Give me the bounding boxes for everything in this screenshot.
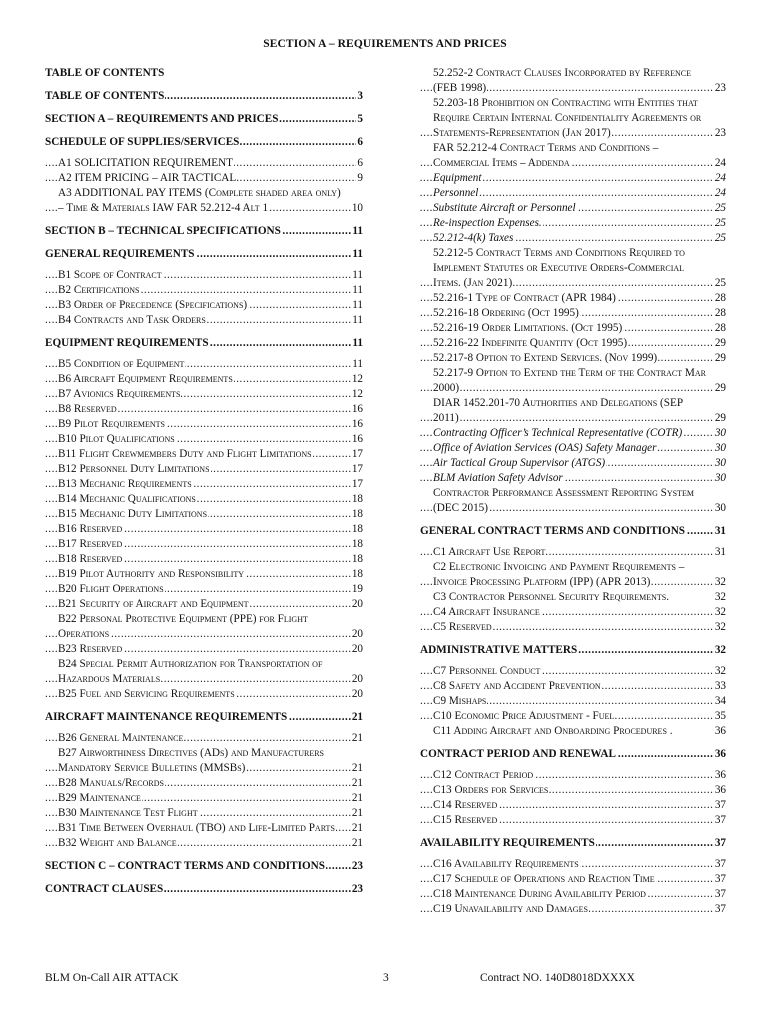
toc-entry-title: 52.217-8 Option to Extend Services. (Nov 1999) xyxy=(433,352,658,364)
toc-entry-page: 17 xyxy=(351,448,363,460)
toc-entry-page: 18 xyxy=(351,508,363,520)
toc-entry[interactable] xyxy=(420,887,726,902)
toc-entry[interactable] xyxy=(420,186,726,201)
toc-entry-title: Equipment xyxy=(433,172,482,184)
toc-entry[interactable] xyxy=(45,298,363,313)
toc-entry[interactable] xyxy=(45,492,363,507)
toc-heading[interactable] xyxy=(420,524,726,539)
toc-entry[interactable] xyxy=(420,590,726,605)
toc-entry[interactable] xyxy=(420,201,726,216)
toc-entry[interactable] xyxy=(420,471,726,486)
toc-entry-title: B3 Order of Precedence (Specifications) xyxy=(58,299,248,311)
toc-heading[interactable] xyxy=(45,89,363,104)
toc-entry[interactable] xyxy=(420,231,726,246)
toc-entry-title: A1 SOLICITATION REQUIREMENT xyxy=(58,157,233,169)
toc-entry[interactable] xyxy=(420,813,726,828)
toc-entry-title: TABLE OF CONTENTS xyxy=(45,67,165,79)
toc-entry[interactable] xyxy=(45,642,363,657)
toc-entry-page: 36 xyxy=(714,769,726,781)
toc-entry-page: 37 xyxy=(714,888,726,900)
toc-entry-page: 25 xyxy=(714,232,726,244)
toc-entry-page: 37 xyxy=(714,873,726,885)
toc-entry-page: 36 xyxy=(714,725,726,737)
toc-entry-page: 9 xyxy=(357,172,363,184)
toc-entry-title: B22 Personal Protective Equipment (PPE) for Flight Operations xyxy=(58,613,308,640)
toc-entry-title: B30 Maintenance Test Flight xyxy=(58,807,198,819)
toc-entry-title: B29 Maintenance xyxy=(58,792,141,804)
toc-entry[interactable] xyxy=(45,612,363,642)
toc-heading[interactable] xyxy=(420,747,726,762)
toc-entry-title: B20 Flight Operations xyxy=(58,583,164,595)
toc-entry[interactable] xyxy=(45,567,363,582)
toc-entry-page: 30 xyxy=(714,472,726,484)
toc-entry[interactable] xyxy=(420,664,726,679)
toc-entry-title: B25 Fuel and Servicing Requirements xyxy=(58,688,235,700)
toc-entry-page: 28 xyxy=(714,307,726,319)
toc-entry-page: 12 xyxy=(351,373,363,385)
toc-entry-title: B4 Contracts and Task Orders xyxy=(58,314,206,326)
toc-entry-title: 52.252-2 Contract Clauses Incorporated by Reference (FEB 1998) xyxy=(433,67,691,94)
toc-entry-page: 29 xyxy=(714,382,726,394)
toc-entry[interactable] xyxy=(45,447,363,462)
toc-entry[interactable] xyxy=(45,387,363,402)
toc-entry-title: B1 Scope of Contract xyxy=(58,269,162,281)
toc-entry-title: B24 Special Permit Authorization for Transportation of Hazardous Materials xyxy=(58,658,323,685)
toc-entry-page: 24 xyxy=(714,157,726,169)
toc-entry-title: C4 Aircraft Insurance xyxy=(433,606,540,618)
toc-entry-title: C12 Contract Period xyxy=(433,769,534,781)
toc-entry-title: 52.217-9 Option to Extend the Term of the Contract Mar 2000) xyxy=(433,367,706,394)
toc-entry-title: DIAR 1452.201-70 Authorities and Delegations (SEP 2011) xyxy=(433,397,684,424)
toc-entry-title: C18 Maintenance During Availability Period xyxy=(433,888,646,900)
toc-entry-page: 32 xyxy=(714,576,726,588)
toc-entry-title: B7 Avionics Requirements xyxy=(58,388,181,400)
toc-entry-title: C5 Reserved xyxy=(433,621,492,633)
toc-entry[interactable] xyxy=(45,746,363,776)
toc-entry-page: 32 xyxy=(714,591,726,603)
toc-entry-page: 35 xyxy=(714,710,726,722)
toc-entry-page: 6 xyxy=(357,157,363,169)
footer-page-number: 3 xyxy=(383,972,389,984)
toc-entry[interactable] xyxy=(420,857,726,872)
toc-entry-title: B15 Mechanic Duty Limitations xyxy=(58,508,208,520)
toc-entry[interactable] xyxy=(420,768,726,783)
toc-entry-title: AVAILABILITY REQUIREMENTS xyxy=(420,837,595,849)
toc-entry-title: B8 Reserved xyxy=(58,403,117,415)
toc-entry-page: 24 xyxy=(714,172,726,184)
toc-entry-title: Personnel xyxy=(433,187,479,199)
toc-entry-title: EQUIPMENT REQUIREMENTS xyxy=(45,337,209,349)
toc-entry[interactable] xyxy=(45,597,363,612)
toc-entry[interactable] xyxy=(420,709,726,724)
toc-entry[interactable] xyxy=(420,321,726,336)
toc-entry[interactable] xyxy=(420,620,726,635)
toc-entry-page: 32 xyxy=(714,621,726,633)
toc-entry[interactable] xyxy=(420,96,726,141)
toc-entry[interactable] xyxy=(45,552,363,567)
toc-entry-title: AIRCRAFT MAINTENANCE REQUIREMENTS xyxy=(45,711,288,723)
toc-entry-page: 23 xyxy=(714,127,726,139)
toc-entry[interactable] xyxy=(420,351,726,366)
toc-entry[interactable] xyxy=(45,806,363,821)
footer-contract-number: Contract NO. 140D8018DXXXX xyxy=(480,972,635,984)
toc-entry[interactable] xyxy=(420,216,726,231)
toc-entry-page: 37 xyxy=(714,858,726,870)
toc-entry-title: C19 Unavailability and Damages xyxy=(433,903,588,915)
toc-entry[interactable] xyxy=(420,456,726,471)
toc-entry-page: 25 xyxy=(714,202,726,214)
toc-entry-page: 3 xyxy=(357,90,363,102)
toc-entry[interactable] xyxy=(420,441,726,456)
toc-entry-page: 16 xyxy=(351,433,363,445)
toc-entry-page: 21 xyxy=(351,822,363,834)
toc-entry-title: C11 Adding Aircraft and Onboarding Procedures . xyxy=(433,725,673,737)
toc-entry-title: SCHEDULE OF SUPPLIES/SERVICES xyxy=(45,136,240,148)
toc-entry[interactable] xyxy=(45,821,363,836)
toc-entry-title: B32 Weight and Balance xyxy=(58,837,177,849)
toc-entry-page: 32 xyxy=(714,665,726,677)
toc-heading[interactable] xyxy=(45,247,363,262)
toc-entry-title: B2 Certifications xyxy=(58,284,140,296)
toc-entry-title: ADMINISTRATIVE MATTERS xyxy=(420,644,578,656)
toc-right-column xyxy=(420,66,726,917)
toc-entry[interactable] xyxy=(420,396,726,426)
toc-entry-title: SECTION C – CONTRACT TERMS AND CONDITIONS xyxy=(45,860,325,872)
toc-entry-title: 52.212-5 Contract Terms and Conditions Required to Implement Statutes or Executive Orders-Commercial Items. (Jan 2021) xyxy=(433,247,685,289)
toc-entry-page: 37 xyxy=(714,799,726,811)
toc-entry-page: 21 xyxy=(351,732,363,744)
toc-entry-page: 30 xyxy=(714,457,726,469)
page-title: SECTION A – REQUIREMENTS AND PRICES xyxy=(263,38,507,50)
toc-entry-page: 11 xyxy=(352,314,363,326)
toc-entry-page: 37 xyxy=(714,903,726,915)
toc-entry[interactable] xyxy=(45,186,363,216)
toc-entry-page: 28 xyxy=(714,322,726,334)
toc-heading[interactable] xyxy=(45,66,363,81)
toc-entry-title: Substitute Aircraft or Personnel xyxy=(433,202,576,214)
toc-entry-title: C17 Schedule of Operations and Reaction Time xyxy=(433,873,655,885)
toc-entry-page: 17 xyxy=(351,478,363,490)
toc-entry-page: 21 xyxy=(351,807,363,819)
toc-entry-page: 16 xyxy=(351,403,363,415)
toc-left-column xyxy=(45,66,363,897)
toc-entry-title: Contracting Officer’s Technical Representative (COTR) xyxy=(433,427,683,439)
toc-entry-page: 21 xyxy=(351,711,363,723)
toc-entry-title: BLM Aviation Safety Advisor xyxy=(433,472,563,484)
toc-entry-title: B28 Manuals/Records xyxy=(58,777,164,789)
toc-entry[interactable] xyxy=(45,417,363,432)
toc-entry-page: 5 xyxy=(357,113,363,125)
toc-entry-title: C2 Electronic Invoicing and Payment Requirements – Invoice Processing Platform (IPP) (APR 2013) xyxy=(433,561,685,588)
toc-heading[interactable] xyxy=(420,836,726,851)
toc-entry-title: C1 Aircraft Use Report xyxy=(433,546,546,558)
toc-entry[interactable] xyxy=(420,798,726,813)
toc-entry[interactable] xyxy=(45,283,363,298)
toc-entry-page: 21 xyxy=(351,837,363,849)
toc-entry-title: C14 Reserved xyxy=(433,799,498,811)
toc-entry-title: B9 Pilot Requirements xyxy=(58,418,165,430)
toc-entry-title: Air Tactical Group Supervisor (ATGS) xyxy=(433,457,606,469)
toc-entry-page: 11 xyxy=(352,284,363,296)
toc-entry[interactable] xyxy=(45,731,363,746)
toc-entry-page: 10 xyxy=(351,202,363,214)
toc-entry-title: B11 Flight Crewmembers Duty and Flight Limitations xyxy=(58,448,312,460)
toc-entry-title: CONTRACT PERIOD AND RENEWAL xyxy=(420,748,616,760)
toc-entry-page: 37 xyxy=(714,837,726,849)
toc-entry-title: B17 Reserved xyxy=(58,538,123,550)
toc-entry-title: C3 Contractor Personnel Security Requirements. xyxy=(433,591,670,603)
toc-entry-title: B27 Airworthiness Directives (ADs) and Manufacturers Mandatory Service Bulletins (MMSBs) xyxy=(58,747,325,774)
toc-entry-title: Contractor Performance Assessment Reporting System (DEC 2015) xyxy=(433,487,694,514)
toc-entry-page: 31 xyxy=(714,525,726,537)
toc-entry-page: 36 xyxy=(714,784,726,796)
toc-entry-page: 18 xyxy=(351,538,363,550)
toc-entry-title: B16 Reserved xyxy=(58,523,123,535)
toc-entry-title: C10 Economic Price Adjustment - Fuel xyxy=(433,710,615,722)
toc-entry-title: GENERAL REQUIREMENTS xyxy=(45,248,195,260)
toc-entry-title: 52.216-19 Order Limitations. (Oct 1995) xyxy=(433,322,623,334)
toc-entry-title: 52.216-22 Indefinite Quantity (Oct 1995) xyxy=(433,337,628,349)
toc-entry[interactable] xyxy=(45,537,363,552)
toc-heading[interactable] xyxy=(45,336,363,351)
toc-entry-title: C9 Mishaps xyxy=(433,695,487,707)
toc-entry[interactable] xyxy=(45,687,363,702)
toc-entry-page: 17 xyxy=(351,463,363,475)
toc-entry-page: 21 xyxy=(351,792,363,804)
toc-entry-page: 28 xyxy=(714,292,726,304)
toc-entry-title: A2 ITEM PRICING – AIR TACTICAL xyxy=(58,172,237,184)
toc-entry[interactable] xyxy=(420,783,726,798)
toc-entry[interactable] xyxy=(420,336,726,351)
toc-entry[interactable] xyxy=(420,426,726,441)
toc-entry-title: B10 Pilot Qualifications xyxy=(58,433,175,445)
toc-entry-page: 11 xyxy=(352,299,363,311)
toc-entry[interactable] xyxy=(420,545,726,560)
toc-entry-page: 23 xyxy=(714,82,726,94)
toc-entry-title: B21 Security of Aircraft and Equipment xyxy=(58,598,249,610)
footer-left: BLM On-Call AIR ATTACK xyxy=(45,972,179,984)
toc-entry[interactable] xyxy=(420,306,726,321)
toc-entry-page: 18 xyxy=(351,568,363,580)
toc-entry[interactable] xyxy=(420,486,726,516)
toc-entry[interactable] xyxy=(45,171,363,186)
toc-entry-title: 52.212-4(k) Taxes xyxy=(433,232,514,244)
toc-entry-title: B6 Aircraft Equipment Requirements xyxy=(58,373,233,385)
toc-entry-title: 52.216-18 Ordering (Oct 1995) xyxy=(433,307,579,319)
toc-entry-page: 11 xyxy=(352,269,363,281)
toc-entry-title: FAR 52.212-4 Contract Terms and Conditions – Commercial Items – Addenda xyxy=(433,142,659,169)
toc-heading[interactable] xyxy=(45,710,363,725)
toc-entry-page: 31 xyxy=(714,546,726,558)
toc-entry[interactable] xyxy=(420,171,726,186)
toc-entry[interactable] xyxy=(420,66,726,96)
toc-entry[interactable] xyxy=(420,902,726,917)
toc-entry-title: B19 Pilot Authority and Responsibility xyxy=(58,568,245,580)
toc-entry[interactable] xyxy=(45,836,363,851)
toc-entry[interactable] xyxy=(45,507,363,522)
toc-entry-title: C13 Orders for Services xyxy=(433,784,549,796)
toc-heading[interactable] xyxy=(420,643,726,658)
toc-entry-page: 11 xyxy=(352,358,363,370)
toc-entry-title: Office of Aviation Services (OAS) Safety Manager xyxy=(433,442,657,454)
toc-entry-page: 21 xyxy=(351,777,363,789)
toc-entry-page: 25 xyxy=(714,277,726,289)
toc-entry[interactable] xyxy=(420,872,726,887)
toc-entry[interactable] xyxy=(420,679,726,694)
toc-entry-page: 37 xyxy=(714,814,726,826)
dot-leader xyxy=(420,411,726,426)
toc-entry-page: 30 xyxy=(714,442,726,454)
toc-entry-title: B5 Condition of Equipment xyxy=(58,358,185,370)
toc-entry-title: B18 Reserved xyxy=(58,553,123,565)
toc-entry-page: 20 xyxy=(351,673,363,685)
toc-entry-page: 23 xyxy=(351,883,363,895)
toc-entry-title: B13 Mechanic Requirements xyxy=(58,478,192,490)
toc-entry-page: 21 xyxy=(351,762,363,774)
toc-entry[interactable] xyxy=(45,357,363,372)
toc-entry[interactable] xyxy=(420,694,726,709)
toc-entry-page: 32 xyxy=(714,606,726,618)
toc-entry[interactable] xyxy=(45,522,363,537)
toc-entry-title: SECTION A – REQUIREMENTS AND PRICES xyxy=(45,113,279,125)
toc-entry-page: 18 xyxy=(351,523,363,535)
toc-heading[interactable] xyxy=(45,859,363,874)
toc-entry[interactable] xyxy=(420,605,726,620)
toc-entry[interactable] xyxy=(45,372,363,387)
toc-entry[interactable] xyxy=(420,141,726,171)
toc-entry[interactable] xyxy=(45,402,363,417)
toc-entry[interactable] xyxy=(45,776,363,791)
toc-entry-page: 29 xyxy=(714,412,726,424)
toc-entry-title: C15 Reserved xyxy=(433,814,498,826)
dot-leader xyxy=(420,381,726,396)
toc-entry-title: B14 Mechanic Qualifications xyxy=(58,493,196,505)
toc-entry-title: B23 Reserved xyxy=(58,643,123,655)
toc-entry-page: 29 xyxy=(714,337,726,349)
toc-entry-page: 20 xyxy=(351,628,363,640)
toc-entry[interactable] xyxy=(45,268,363,283)
toc-entry-title: B12 Personnel Duty Limitations xyxy=(58,463,210,475)
toc-entry-page: 34 xyxy=(714,695,726,707)
toc-entry-page: 30 xyxy=(714,502,726,514)
toc-entry-page: 33 xyxy=(714,680,726,692)
toc-entry-page: 11 xyxy=(352,248,363,260)
toc-entry-page: 20 xyxy=(351,688,363,700)
toc-entry-page: 6 xyxy=(357,136,363,148)
toc-entry[interactable] xyxy=(45,156,363,171)
toc-entry-page: 18 xyxy=(351,553,363,565)
toc-entry-title: C8 Safety and Accident Prevention xyxy=(433,680,601,692)
toc-entry-page: 16 xyxy=(351,418,363,430)
toc-entry-title: B31 Time Between Overhaul (TBO) and Life-Limited Parts xyxy=(58,822,335,834)
toc-entry-page: 20 xyxy=(351,643,363,655)
toc-entry-page: 23 xyxy=(351,860,363,872)
toc-entry-page: 11 xyxy=(352,225,363,237)
toc-entry-page: 32 xyxy=(714,644,726,656)
toc-entry[interactable] xyxy=(45,657,363,687)
toc-entry[interactable] xyxy=(45,432,363,447)
toc-entry-title: SECTION B – TECHNICAL SPECIFICATIONS xyxy=(45,225,281,237)
toc-entry[interactable] xyxy=(420,724,726,739)
toc-entry[interactable] xyxy=(45,462,363,477)
toc-heading[interactable] xyxy=(45,224,363,239)
toc-entry[interactable] xyxy=(45,477,363,492)
toc-entry[interactable] xyxy=(45,582,363,597)
toc-heading[interactable] xyxy=(45,135,363,150)
toc-entry-title: B26 General Maintenance xyxy=(58,732,184,744)
toc-entry-title: GENERAL CONTRACT TERMS AND CONDITIONS xyxy=(420,525,686,537)
toc-entry-page: 19 xyxy=(351,583,363,595)
toc-entry-page: 25 xyxy=(714,217,726,229)
toc-entry-page: 12 xyxy=(351,388,363,400)
toc-entry[interactable] xyxy=(420,560,726,590)
toc-entry-title: CONTRACT CLAUSES xyxy=(45,883,164,895)
toc-entry-page: 20 xyxy=(351,598,363,610)
toc-entry-title: C16 Availability Requirements xyxy=(433,858,579,870)
toc-entry-title: 52.203-18 Prohibition on Contracting with Entities that Require Certain Internal Confidentiality Agreements or Statements-Representation (Jan 2017) xyxy=(433,97,702,139)
toc-entry-title: A3 ADDITIONAL PAY ITEMS (Complete shaded area only) – Time & Materials IAW FAR 52.212-4 Alt 1 xyxy=(58,187,341,214)
toc-entry[interactable] xyxy=(45,791,363,806)
toc-heading[interactable] xyxy=(45,112,363,127)
toc-entry-page: 29 xyxy=(714,352,726,364)
toc-entry[interactable] xyxy=(45,313,363,328)
toc-entry-page: 24 xyxy=(714,187,726,199)
toc-entry-title: TABLE OF CONTENTS xyxy=(45,90,165,102)
toc-entry-title: C7 Personnel Conduct xyxy=(433,665,541,677)
toc-entry[interactable] xyxy=(420,291,726,306)
toc-entry[interactable] xyxy=(420,366,726,396)
toc-entry[interactable] xyxy=(420,246,726,291)
toc-entry-title: Re-inspection Expenses. xyxy=(433,217,542,229)
toc-entry-page: 11 xyxy=(352,337,363,349)
toc-entry-title: 52.216-1 Type of Contract (APR 1984) xyxy=(433,292,616,304)
toc-heading[interactable] xyxy=(45,882,363,897)
toc-entry-page: 36 xyxy=(714,748,726,760)
toc-entry-page: 30 xyxy=(714,427,726,439)
toc-entry-page: 18 xyxy=(351,493,363,505)
